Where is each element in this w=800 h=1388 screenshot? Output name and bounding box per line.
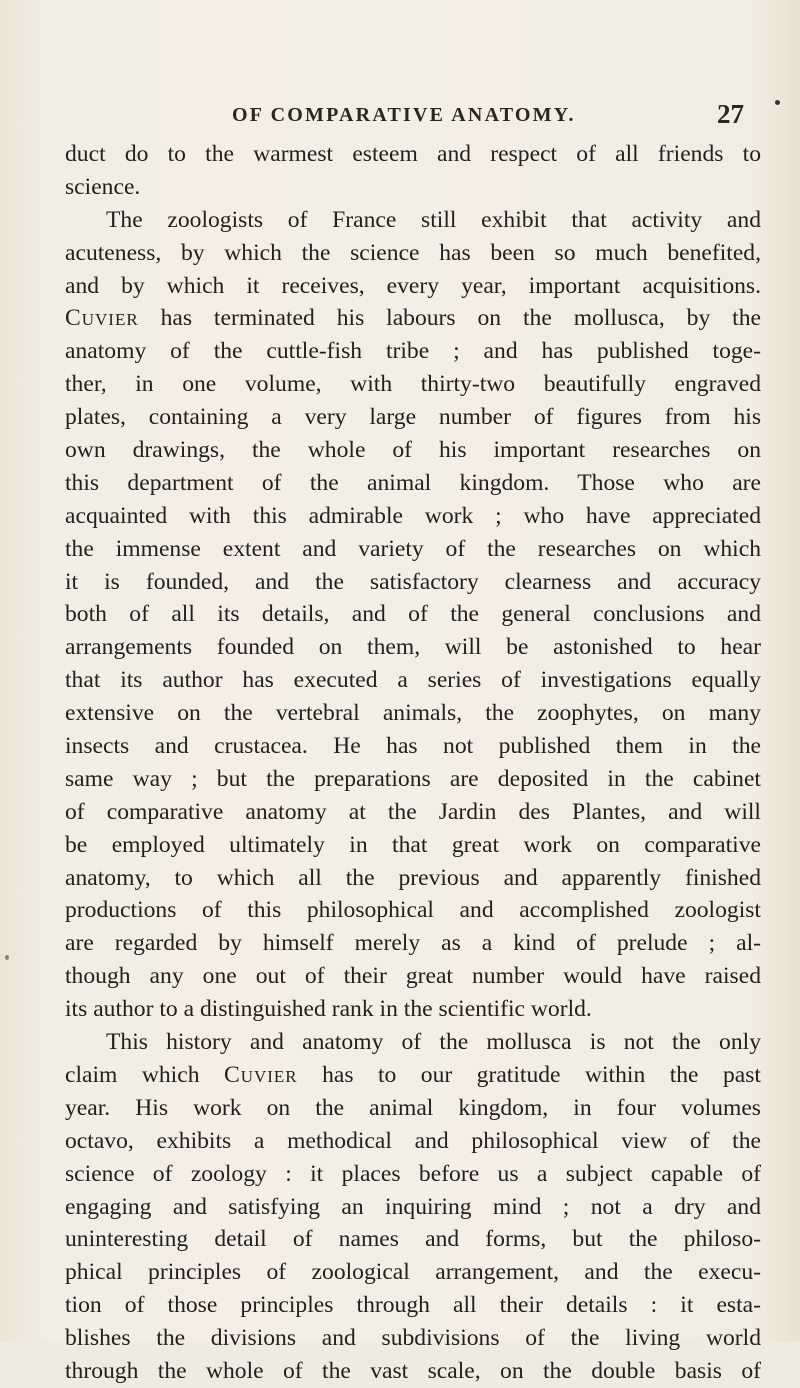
text-line: productions of this philosophical and accomplished zoologist xyxy=(65,897,761,924)
text-line: This history and anatomy of the mollusca is not the only xyxy=(106,1029,761,1056)
text-line: through the whole of the vast scale, on the double basis of xyxy=(65,1357,761,1384)
paper-speck xyxy=(5,955,9,960)
text-line: year. His work on the animal kingdom, in four volumes xyxy=(65,1094,761,1121)
text-line: of comparative anatomy at the Jardin des Plantes, and will xyxy=(65,798,761,825)
text-line: claim which Cuvier has to our gratitude within the past xyxy=(65,1061,761,1088)
page-number: 27 xyxy=(717,99,744,129)
text-line: science. xyxy=(65,173,141,200)
text-line: insects and crustacea. He has not published them in the xyxy=(65,733,761,760)
text-line: that its author has executed a series of investigations equally xyxy=(65,667,761,694)
text-line: phical principles of zoological arrangement, and the execu- xyxy=(65,1259,761,1286)
text-line: own drawings, the whole of his important researches on xyxy=(65,437,761,464)
text-line: same way ; but the preparations are deposited in the cabinet xyxy=(65,765,761,792)
running-head: OF COMPARATIVE ANATOMY. xyxy=(232,104,576,126)
text-line: the immense extent and variety of the researches on which xyxy=(65,535,761,562)
page-header xyxy=(0,98,800,138)
body-text xyxy=(65,138,761,1388)
text-line: duct do to the warmest esteem and respect of all friends to xyxy=(65,141,761,167)
text-line: extensive on the vertebral animals, the zoophytes, on many xyxy=(65,700,761,727)
name-smallcaps: Cuvier xyxy=(65,305,139,332)
text-line: The zoologists of France still exhibit that activity and xyxy=(106,206,761,233)
text-line: octavo, exhibits a methodical and philosophical view of the xyxy=(65,1127,761,1154)
text-line: and by which it receives, every year, important acquisitions. xyxy=(65,272,761,299)
text-line: Cuvier has terminated his labours on the mollusca, by the xyxy=(65,305,761,332)
ink-speck xyxy=(775,100,780,105)
text-line: this department of the animal kingdom. Those who are xyxy=(65,469,761,496)
text-line: blishes the divisions and subdivisions of the living world xyxy=(65,1325,761,1352)
text-line: both of all its details, and of the general conclusions and xyxy=(65,601,761,628)
text-line: anatomy of the cuttle-fish tribe ; and has published toge- xyxy=(65,338,761,365)
text-line: science of zoology : it places before us a subject capable of xyxy=(65,1160,761,1187)
text-line: its author to a distinguished rank in the scientific world. xyxy=(65,996,592,1023)
text-line: acquainted with this admirable work ; who have appreciated xyxy=(65,502,761,529)
text-line: acuteness, by which the science has been so much benefited, xyxy=(65,239,761,266)
text-line: it is founded, and the satisfactory clearness and accuracy xyxy=(65,568,761,595)
text-line: though any one out of their great number would have raised xyxy=(65,963,761,990)
text-line: plates, containing a very large number of figures from his xyxy=(65,404,761,431)
text-line: ther, in one volume, with thirty-two beautifully engraved xyxy=(65,371,761,398)
name-smallcaps: Cuvier xyxy=(223,1061,298,1088)
text-line: tion of those principles through all their details : it esta- xyxy=(65,1292,761,1319)
text-line: engaging and satisfying an inquiring mind ; not a dry and xyxy=(65,1193,761,1220)
text-line: are regarded by himself merely as a kind of prelude ; al- xyxy=(65,930,761,957)
text-line: anatomy, to which all the previous and apparently finished xyxy=(65,864,761,891)
text-line: arrangements founded on them, will be astonished to hear xyxy=(65,634,761,661)
text-line: uninteresting detail of names and forms, but the philoso- xyxy=(65,1226,761,1253)
text-line: be employed ultimately in that great work on comparative xyxy=(65,831,761,858)
